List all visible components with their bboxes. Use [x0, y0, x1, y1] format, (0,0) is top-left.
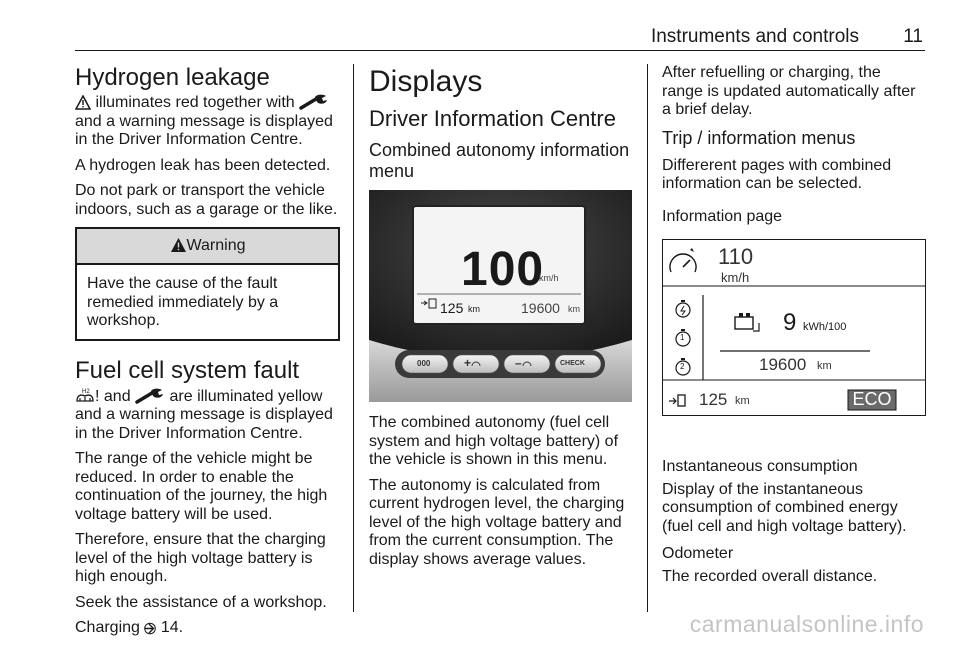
info-consumption: 9 — [783, 308, 797, 336]
charging-level-text: Therefore, ensure that the charging level of the high voltage battery is high enough. — [75, 531, 326, 585]
info-consumption-unit: kWh/100 — [803, 320, 847, 333]
fuel-cell-icon — [75, 387, 95, 404]
autonomy-calculation-text: The autonomy is calculated from current hydrogen level, the charging level of the high voltage battery and from the current consumption. The display shows average values. — [369, 476, 625, 568]
combined-autonomy-text: The combined autonomy (fuel cell system and high voltage battery) of the vehicle is shown in this menu. — [369, 414, 619, 468]
charging-reference[interactable]: Charging 14. — [75, 619, 184, 636]
column-divider — [353, 64, 354, 612]
wrench-icon — [135, 388, 165, 404]
page-number: 11 — [903, 26, 923, 47]
dash-range-unit: km — [468, 304, 480, 314]
info-range: 125 — [699, 389, 728, 409]
warning-title: Warning — [186, 237, 246, 254]
range-reduced-text: The range of the vehicle might be reduced. In order to enable the continuation of the journey, the high voltage battery will be used. — [75, 450, 328, 523]
information-page-heading: Information page — [662, 207, 783, 225]
dash-button-check: CHECK — [560, 360, 585, 367]
info-speed-unit: km/h — [721, 269, 750, 285]
wrench-icon — [299, 94, 329, 110]
range-update-text: After refuelling or charging, the range is updated automatically after a brief delay. — [662, 64, 916, 118]
watermark: carmanualsonline.info — [689, 611, 924, 637]
info-range-unit: km — [735, 394, 750, 407]
instrument-cluster-illustration — [369, 190, 632, 402]
svg-text:H2: H2 — [82, 388, 90, 395]
dash-range: 125 — [440, 300, 464, 316]
info-trip-1: 1 — [680, 332, 685, 342]
hydrogen-leakage-text: illuminates red together with and a warning message is displayed in the Driver Information Centre. — [75, 94, 333, 148]
dash-speed: 100 — [461, 243, 545, 296]
warning-text: Have the cause of the fault remedied immediately by a workshop. — [87, 275, 279, 329]
instantaneous-consumption-heading: Instantaneous consumption — [662, 457, 858, 475]
fuel-cell-fault-text: H2 ! and are illuminated yellow and a warning message is displayed in the Driver Information Centre. — [75, 387, 333, 442]
column-3 — [662, 64, 926, 594]
information-page-illustration — [662, 239, 926, 416]
instantaneous-consumption-text: Display of the instantaneous consumption of combined energy (fuel cell and high voltage battery). — [662, 480, 907, 535]
dash-button-minus: – — [515, 356, 522, 370]
column-2 — [369, 64, 634, 576]
fuel-cell-fault-heading: Fuel cell system fault — [75, 356, 300, 384]
odometer-text: The recorded overall distance. — [662, 568, 878, 585]
warning-triangle-icon — [75, 95, 91, 110]
info-trip-2: 2 — [680, 361, 685, 371]
info-odometer: 19600 — [759, 354, 807, 374]
combined-autonomy-heading: Combined autonomy information menu — [369, 140, 630, 181]
dash-odometer: 19600 — [521, 300, 560, 316]
info-speed: 110 — [718, 243, 754, 269]
column-divider — [647, 64, 648, 612]
info-eco-badge: ECO — [852, 388, 892, 409]
dash-odometer-unit: km — [568, 304, 580, 314]
column-1 — [75, 64, 340, 645]
page-title: Instruments and controls — [650, 26, 859, 47]
odometer-heading: Odometer — [662, 545, 734, 562]
displays-heading: Displays — [369, 65, 483, 98]
hydrogen-leakage-heading: Hydrogen leakage — [75, 64, 270, 91]
dash-speed-unit: km/h — [539, 273, 559, 283]
trip-menus-heading: Trip / information menus — [662, 127, 856, 148]
trip-menus-text: Differerent pages with combined information can be selected. — [662, 156, 892, 192]
workshop-text: Seek the assistance of a workshop. — [75, 593, 327, 611]
warning-box-header — [77, 229, 338, 265]
hydrogen-parking-text: Do not park or transport the vehicle indoors, such as a garage or the like. — [75, 182, 338, 218]
warning-sign-icon — [170, 237, 187, 253]
hydrogen-leak-detected-text: A hydrogen leak has been detected. — [75, 156, 331, 174]
dic-heading: Driver Information Centre — [369, 106, 616, 131]
warning-box — [75, 227, 340, 341]
page-reference-arrow-icon — [144, 622, 156, 635]
page-header — [75, 0, 925, 51]
dash-button-plus: + — [464, 356, 472, 370]
dash-button-000: 000 — [417, 359, 431, 368]
info-odometer-unit: km — [817, 359, 832, 372]
